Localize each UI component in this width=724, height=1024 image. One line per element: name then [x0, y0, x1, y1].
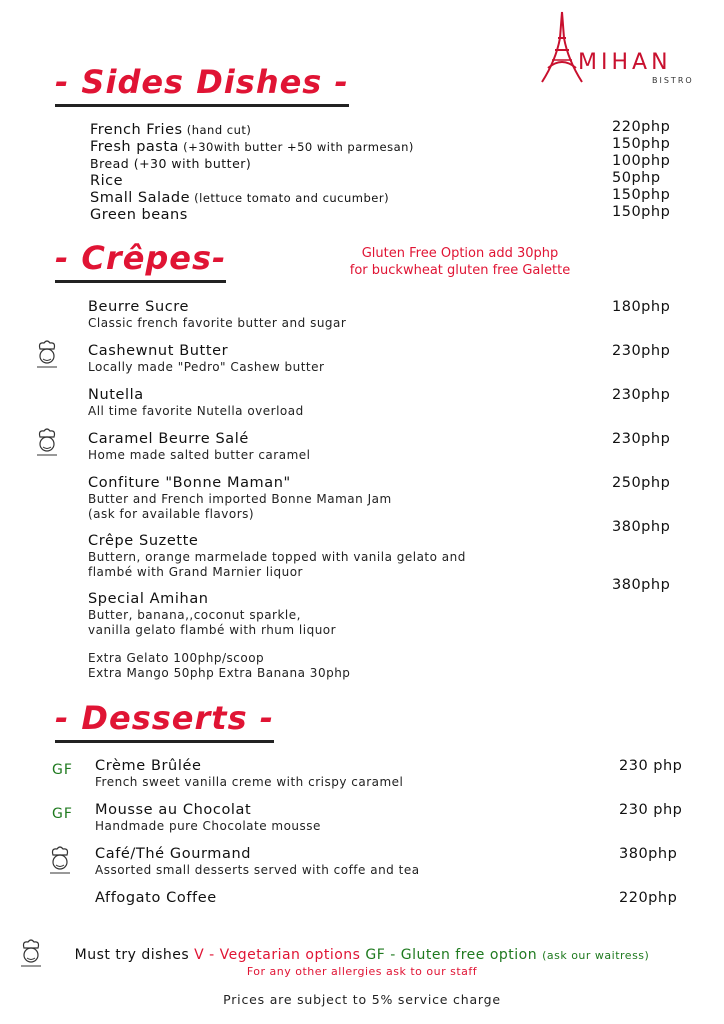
menu-item — [88, 431, 698, 463]
item-description: French sweet vanilla creme with crispy caramel — [95, 775, 404, 789]
item-description: Butter and French imported Bonne Maman Jam — [88, 492, 392, 506]
sides-heading: - Sides Dishes - — [55, 62, 349, 107]
list-item — [90, 187, 690, 204]
item-price: 50php — [612, 170, 661, 186]
menu-item — [88, 475, 698, 535]
item-price: 180php — [612, 299, 671, 315]
gluten-free-note — [310, 245, 610, 279]
item-description: flambé with Grand Marnier liquor — [88, 565, 303, 579]
item-description: vanilla gelato flambé with rhum liquor — [88, 623, 337, 637]
item-price: 250php — [612, 475, 671, 491]
item-name: Small Salade — [90, 190, 191, 206]
item-name: Affogato Coffee — [95, 890, 217, 906]
item-name: Fresh pasta — [90, 139, 179, 155]
item-detail: (hand cut) — [182, 123, 252, 137]
gluten-free-badge: GF — [52, 762, 73, 778]
allergies-note: For any other allergies ask to our staff — [246, 965, 478, 978]
item-description: All time favorite Nutella overload — [88, 404, 304, 418]
item-price: 150php — [612, 204, 671, 220]
item-detail: (+30with butter +50 with parmesan) — [178, 140, 414, 154]
chef-icon — [32, 427, 62, 457]
legend-line — [0, 947, 724, 963]
menu-item — [88, 343, 698, 375]
brand-subtitle: BISTRO — [652, 76, 694, 85]
item-price: 150php — [612, 136, 671, 152]
item-name: Special Amihan — [88, 591, 209, 607]
item-price: 230 php — [619, 802, 683, 818]
vegetarian-legend: V - Vegetarian options — [194, 947, 366, 963]
item-description: (ask for available flavors) — [88, 507, 255, 521]
item-description: Butter, banana,,coconut sparkle, — [88, 608, 301, 622]
list-item — [90, 136, 690, 153]
item-name: Bread (+30 with butter) — [90, 156, 252, 171]
menu-item — [95, 890, 705, 907]
item-detail: (lettuce tomato and cucumber) — [190, 191, 390, 205]
item-description: Locally made "Pedro" Cashew butter — [88, 360, 325, 374]
item-name: Cashewnut Butter — [88, 343, 229, 359]
gluten-free-note-line: Gluten Free Option add 30php — [361, 246, 559, 261]
gluten-free-note-line: for buckwheat gluten free Galette — [349, 263, 571, 278]
item-description: Classic french favorite butter and sugar — [88, 316, 347, 330]
chef-icon — [45, 845, 75, 875]
list-item — [90, 170, 690, 187]
menu-item — [88, 387, 698, 419]
menu-item — [95, 802, 705, 834]
item-description: Buttern, orange marmelade topped with vanila gelato and — [88, 550, 466, 564]
gluten-free-badge: GF — [52, 806, 73, 822]
item-price: 230php — [612, 343, 671, 359]
ask-waitress-note: (ask our waitress) — [542, 949, 650, 962]
item-price: 380php — [612, 519, 671, 535]
list-item — [90, 204, 690, 221]
item-price: 220php — [619, 890, 678, 906]
item-price: 220php — [612, 119, 671, 135]
item-name: Café/Thé Gourmand — [95, 846, 252, 862]
item-name: Nutella — [88, 387, 144, 403]
brand-logo — [538, 10, 720, 84]
service-charge-note: Prices are subject to 5% service charge — [223, 992, 501, 1007]
menu-item — [88, 591, 698, 638]
menu-item — [95, 758, 705, 790]
item-name: French Fries — [90, 122, 183, 138]
item-name: Green beans — [90, 207, 188, 223]
item-name: Mousse au Chocolat — [95, 802, 252, 818]
item-price: 150php — [612, 187, 671, 203]
list-item — [90, 153, 690, 170]
item-description: Handmade pure Chocolate mousse — [95, 819, 321, 833]
item-description: Home made salted butter caramel — [88, 448, 311, 462]
item-price: 230 php — [619, 758, 683, 774]
item-name: Crêpe Suzette — [88, 533, 199, 549]
gluten-free-legend: GF - Gluten free option — [365, 947, 543, 963]
item-price: 100php — [612, 153, 671, 169]
menu-item — [88, 533, 698, 593]
list-item — [90, 119, 690, 136]
item-name: Rice — [90, 173, 123, 189]
item-description: Assorted small desserts served with coffe and tea — [95, 863, 420, 877]
extras-note — [88, 651, 350, 681]
item-price: 230php — [612, 387, 671, 403]
extras-line: Extra Gelato 100php/scoop — [88, 651, 265, 665]
item-name: Confiture "Bonne Maman" — [88, 475, 291, 491]
brand-name: MIHAN — [578, 50, 672, 75]
menu-item — [95, 846, 705, 878]
item-name: Beurre Sucre — [88, 299, 190, 315]
item-price: 380php — [612, 577, 671, 593]
menu-item — [88, 299, 698, 331]
item-price: 380php — [619, 846, 678, 862]
item-name: Caramel Beurre Salé — [88, 431, 249, 447]
must-try-label: Must try dishes — [74, 947, 195, 963]
extras-line: Extra Mango 50php Extra Banana 30php — [88, 666, 351, 680]
chef-icon — [32, 339, 62, 369]
item-price: 230php — [612, 431, 671, 447]
desserts-heading: - Desserts - — [55, 698, 274, 743]
crepes-heading: - Crêpes- — [55, 238, 226, 283]
item-name: Crème Brûlée — [95, 758, 202, 774]
